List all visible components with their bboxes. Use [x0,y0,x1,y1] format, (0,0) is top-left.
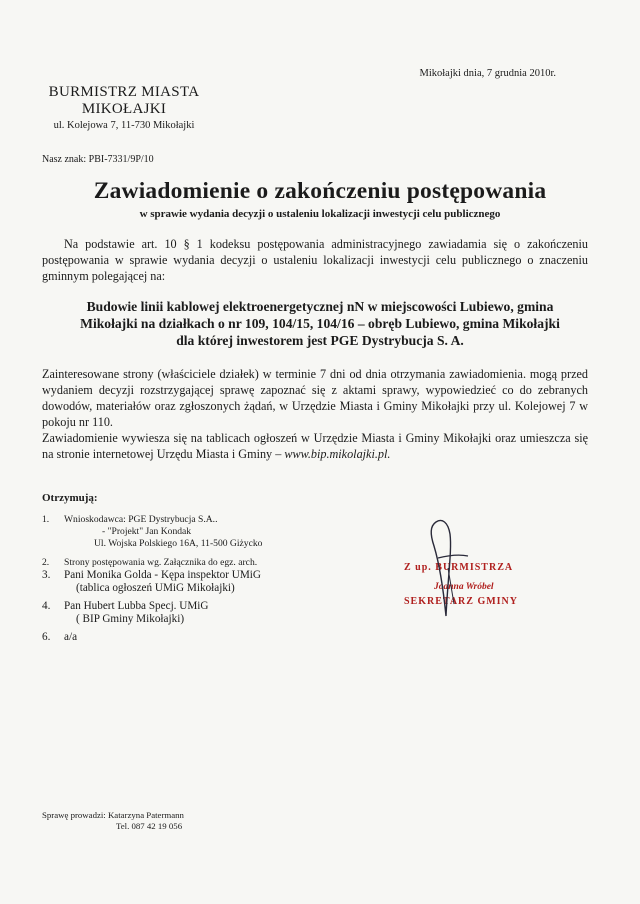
sender-address: ul. Kolejowa 7, 11-730 Mikołajki [53,120,195,131]
paragraph-intro: Na podstawie art. 10 § 1 kodeksu postępowania administracyjnego zawiadamia się o zakończeniu postępowania w sprawie wydania decyzji o ustaleniu lokalizacji inwestycji celu publicznego o znaczeniu gminnym polegającej na: [42,237,588,283]
stamp-line-2: Joanna Wróbel [434,582,494,592]
document-subtitle: w sprawie wydania decyzji o ustaleniu lokalizacji inwestycji celu publicznego [139,208,501,220]
item-number: 3. [42,568,51,581]
item-line: a/a [64,630,78,643]
paragraph-notice [42,430,588,462]
item-number: 1. [42,514,50,525]
stamp-line-1: Z up. BURMISTRZA [404,562,514,573]
subject-line-3: dla której inwestorem jest PGE Dystrybucja S. A. [176,333,464,348]
subject-line-1: Budowie linii kablowej elektroenergetycznej nN w miejscowości Lubiewo, gmina [86,299,554,314]
item-line: Strony postępowania wg. Załącznika do egz. arch. [64,556,258,568]
signature-image [424,506,484,624]
item-number: 4. [42,599,51,612]
item-number: 2. [42,556,50,568]
contact-phone: Tel. 087 42 19 056 [116,821,183,831]
item-line: Pan Hubert Lubba Specj. UMiG [64,599,209,612]
list-item [42,557,362,569]
sender-title: BURMISTRZ MIASTA [48,84,200,100]
item-line: Wnioskodawca: PGE Dystrybucja S.A.. [64,514,218,525]
list-item [42,569,362,596]
recipients-list [42,514,362,644]
item-line: - "Projekt" Jan Kondak [102,526,192,538]
subject-block [42,298,598,349]
item-number: 6. [42,630,51,643]
list-item [42,631,362,645]
item-line: (tablica ogłoszeń UMiG Mikołajki) [76,582,235,595]
case-handler: Sprawę prowadzi: Katarzyna Patermann [42,810,184,820]
subject-line-2: Mikołajki na działkach o nr 109, 104/15, 104/16 – obręb Lubiewo, gmina Mikołajki [80,316,560,331]
item-line: Ul. Wojska Polskiego 16A, 11-500 Giżycko [94,538,263,550]
place-date: Mikołajki dnia, 7 grudnia 2010r. [419,68,556,79]
paragraph-parties: Zainteresowane strony (właściciele działek) w terminie 7 dni od dnia otrzymania zawiadomienia. mogą przed wydaniem decyzji rozstrzygającej sprawę zapoznać się z aktami sprawy, wypowiedzieć co do zebranych dowodów, materiałów oraz zgłoszonych żądań, w Urzędzie Miasta i Gminy Mikołajki przy ul. Kolejowej 7 w pokoju nr 110. [42,367,588,429]
notice-text: Zawiadomienie wywiesza się na tablicach ogłoszeń w Urzędzie Miasta i Gminy Mikołajki oraz umieszcza się na stronie internetowej Urzędu Miasta i Gminy – [42,431,588,461]
list-item [42,600,362,627]
item-line: Pani Monika Golda - Kępa inspektor UMiG [64,568,261,581]
list-item [42,514,362,551]
document-title: Zawiadomienie o zakończeniu postępowania [93,178,547,204]
recipients-heading: Otrzymują: [42,492,98,504]
item-line: ( BIP Gminy Mikołajki) [76,613,185,626]
bip-link[interactable]: www.bip.mikolajki.pl. [284,447,391,461]
sender-city: MIKOŁAJKI [81,101,167,117]
footer-contact [42,810,184,832]
stamp-line-3: SEKRETARZ GMINY [404,596,518,607]
reference-number: Nasz znak: PBI-7331/9P/10 [42,154,154,165]
sender-block [32,84,216,133]
